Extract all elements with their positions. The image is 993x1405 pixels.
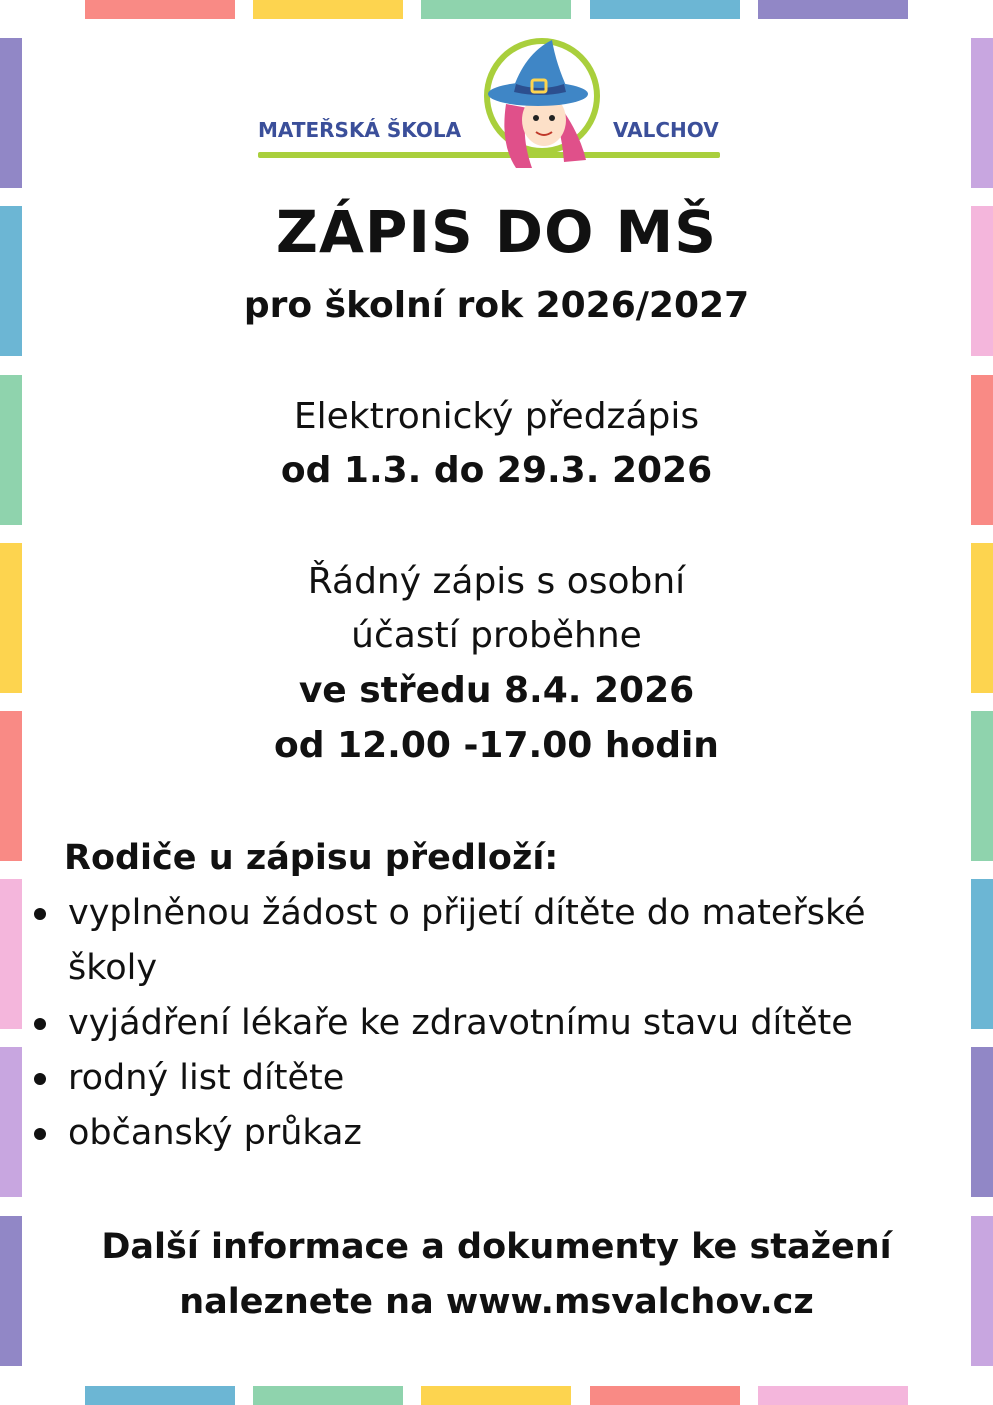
border-segment	[0, 879, 22, 1029]
list-item: občanský průkaz	[34, 1106, 934, 1161]
border-segment	[590, 0, 740, 19]
border-segment	[758, 0, 908, 19]
list-item: vyplněnou žádost o přijetí dítěte do mateřské školy	[34, 886, 934, 996]
zapis-time: od 12.00 -17.00 hodin	[274, 725, 719, 766]
border-segment	[85, 1386, 235, 1405]
zapis-date: ve středu 8.4. 2026	[298, 670, 695, 711]
footer-info	[40, 1220, 953, 1330]
border-segment	[0, 543, 22, 693]
border-segment	[971, 711, 993, 861]
border-segment	[590, 1386, 740, 1405]
border-segment	[253, 0, 403, 19]
logo-left-text: MATEŘSKÁ ŠKOLA	[258, 118, 462, 142]
border-segment	[971, 1047, 993, 1197]
logo-right-text: VALCHOV	[613, 118, 719, 142]
border-segment	[758, 1386, 908, 1405]
border-segment	[0, 711, 22, 861]
page-subtitle: pro školní rok 2026/2027	[243, 285, 750, 326]
footer-line-1: Další informace a dokumenty ke stažení	[101, 1227, 892, 1267]
border-segment	[85, 0, 235, 19]
border-segment	[0, 375, 22, 525]
border-segment	[971, 1216, 993, 1366]
border-segment	[253, 1386, 403, 1405]
border-segment	[971, 543, 993, 693]
zapis-line-1: Řádný zápis s osobní	[307, 561, 686, 602]
list-item: rodný list dítěte	[34, 1051, 934, 1106]
border-segment	[421, 0, 571, 19]
prezapis-label: Elektronický předzápis	[293, 396, 700, 437]
border-segment	[971, 879, 993, 1029]
requirements-heading: Rodiče u zápisu předloží:	[64, 838, 559, 878]
footer-line-2: naleznete na www.msvalchov.cz	[179, 1282, 814, 1322]
list-item: vyjádření lékaře ke zdravotnímu stavu dítěte	[34, 996, 934, 1051]
border-segment	[0, 1216, 22, 1366]
zapis-line-2: účastí proběhne	[351, 615, 642, 656]
requirements-list	[34, 886, 934, 1161]
border-segment	[421, 1386, 571, 1405]
school-logo	[258, 34, 728, 174]
border-segment	[0, 1047, 22, 1197]
border-segment	[971, 206, 993, 356]
border-segment	[971, 38, 993, 188]
border-segment	[971, 375, 993, 525]
border-segment	[0, 206, 22, 356]
prezapis-dates: od 1.3. do 29.3. 2026	[280, 450, 713, 491]
border-segment	[0, 38, 22, 188]
page-title: ZÁPIS DO MŠ	[275, 198, 718, 266]
witch-icon	[476, 34, 606, 170]
